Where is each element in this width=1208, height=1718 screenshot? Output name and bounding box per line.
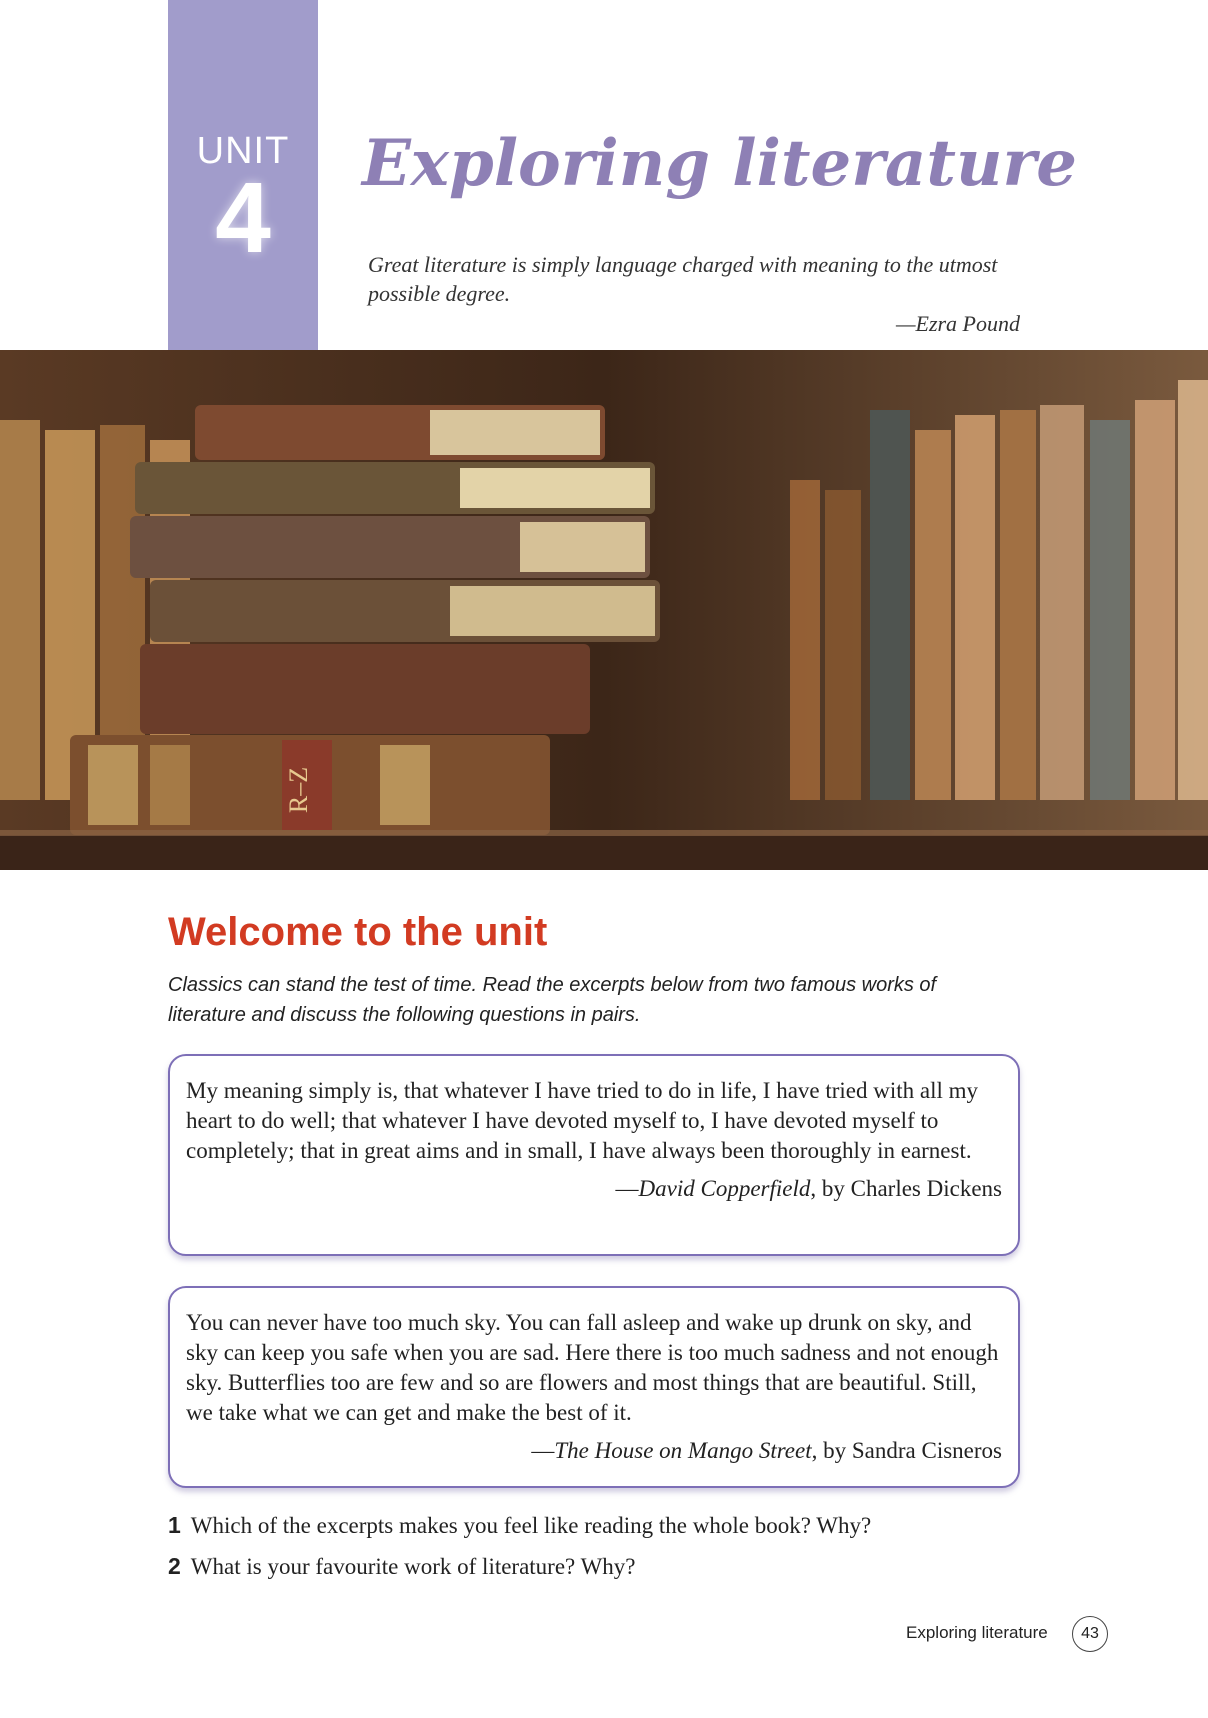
excerpt-citation [186,1176,1002,1202]
citation-author: , by Charles Dickens [810,1176,1002,1201]
question-number: 1 [168,1512,181,1538]
page-title: Exploring literature [362,126,1077,201]
citation-work: David Copperfield [638,1176,811,1201]
excerpt-box [168,1054,1020,1256]
question-number: 2 [168,1553,181,1579]
welcome-heading: Welcome to the unit [168,910,548,954]
unit-tab [168,0,318,350]
discussion-questions [168,1510,1068,1592]
citation-dash: — [615,1176,639,1201]
citation-dash: — [531,1438,555,1463]
epigraph-author: —Ezra Pound [895,311,1020,336]
question-text: Which of the excerpts makes you feel like reading the whole book? Why? [190,1513,872,1538]
book-spine-label: R–Z [284,766,313,814]
citation-author: , by Sandra Cisneros [811,1438,1002,1463]
question-text: What is your favourite work of literature? Why? [190,1554,636,1579]
question-item [168,1551,1068,1582]
excerpt-citation [186,1438,1002,1464]
welcome-instructions: Classics can stand the test of time. Read the excerpts below from two famous works of literature and discuss the following questions in pairs. [168,974,937,1026]
unit-number: 4 [215,162,271,274]
footer-label: Exploring literature [906,1623,1048,1642]
excerpt-box [168,1286,1020,1488]
question-item [168,1510,1068,1541]
books-photo [0,350,1208,870]
citation-work: The House on Mango Street [554,1438,812,1463]
excerpt-text: My meaning simply is, that whatever I have tried to do in life, I have tried with all my heart to do well; that whatever I have devoted myself to, I have devoted myself to completely; that in great aims and in small, I have always been thoroughly in earnest. [186,1078,979,1163]
unit-label: UNIT [196,130,290,172]
excerpt-text: You can never have too much sky. You can fall asleep and wake up drunk on sky, and sky can keep you safe when you are sad. Here there is too much sadness and not enough sky. Butterflies too are few and so are flowers and most things that are beautiful. Still, we take what we can get and make the best of it. [186,1310,999,1425]
epigraph-text: Great literature is simply language charged with meaning to the utmost possible degree. [368,252,998,306]
books-illustration [0,350,1208,870]
page-number: 43 [1072,1616,1108,1652]
